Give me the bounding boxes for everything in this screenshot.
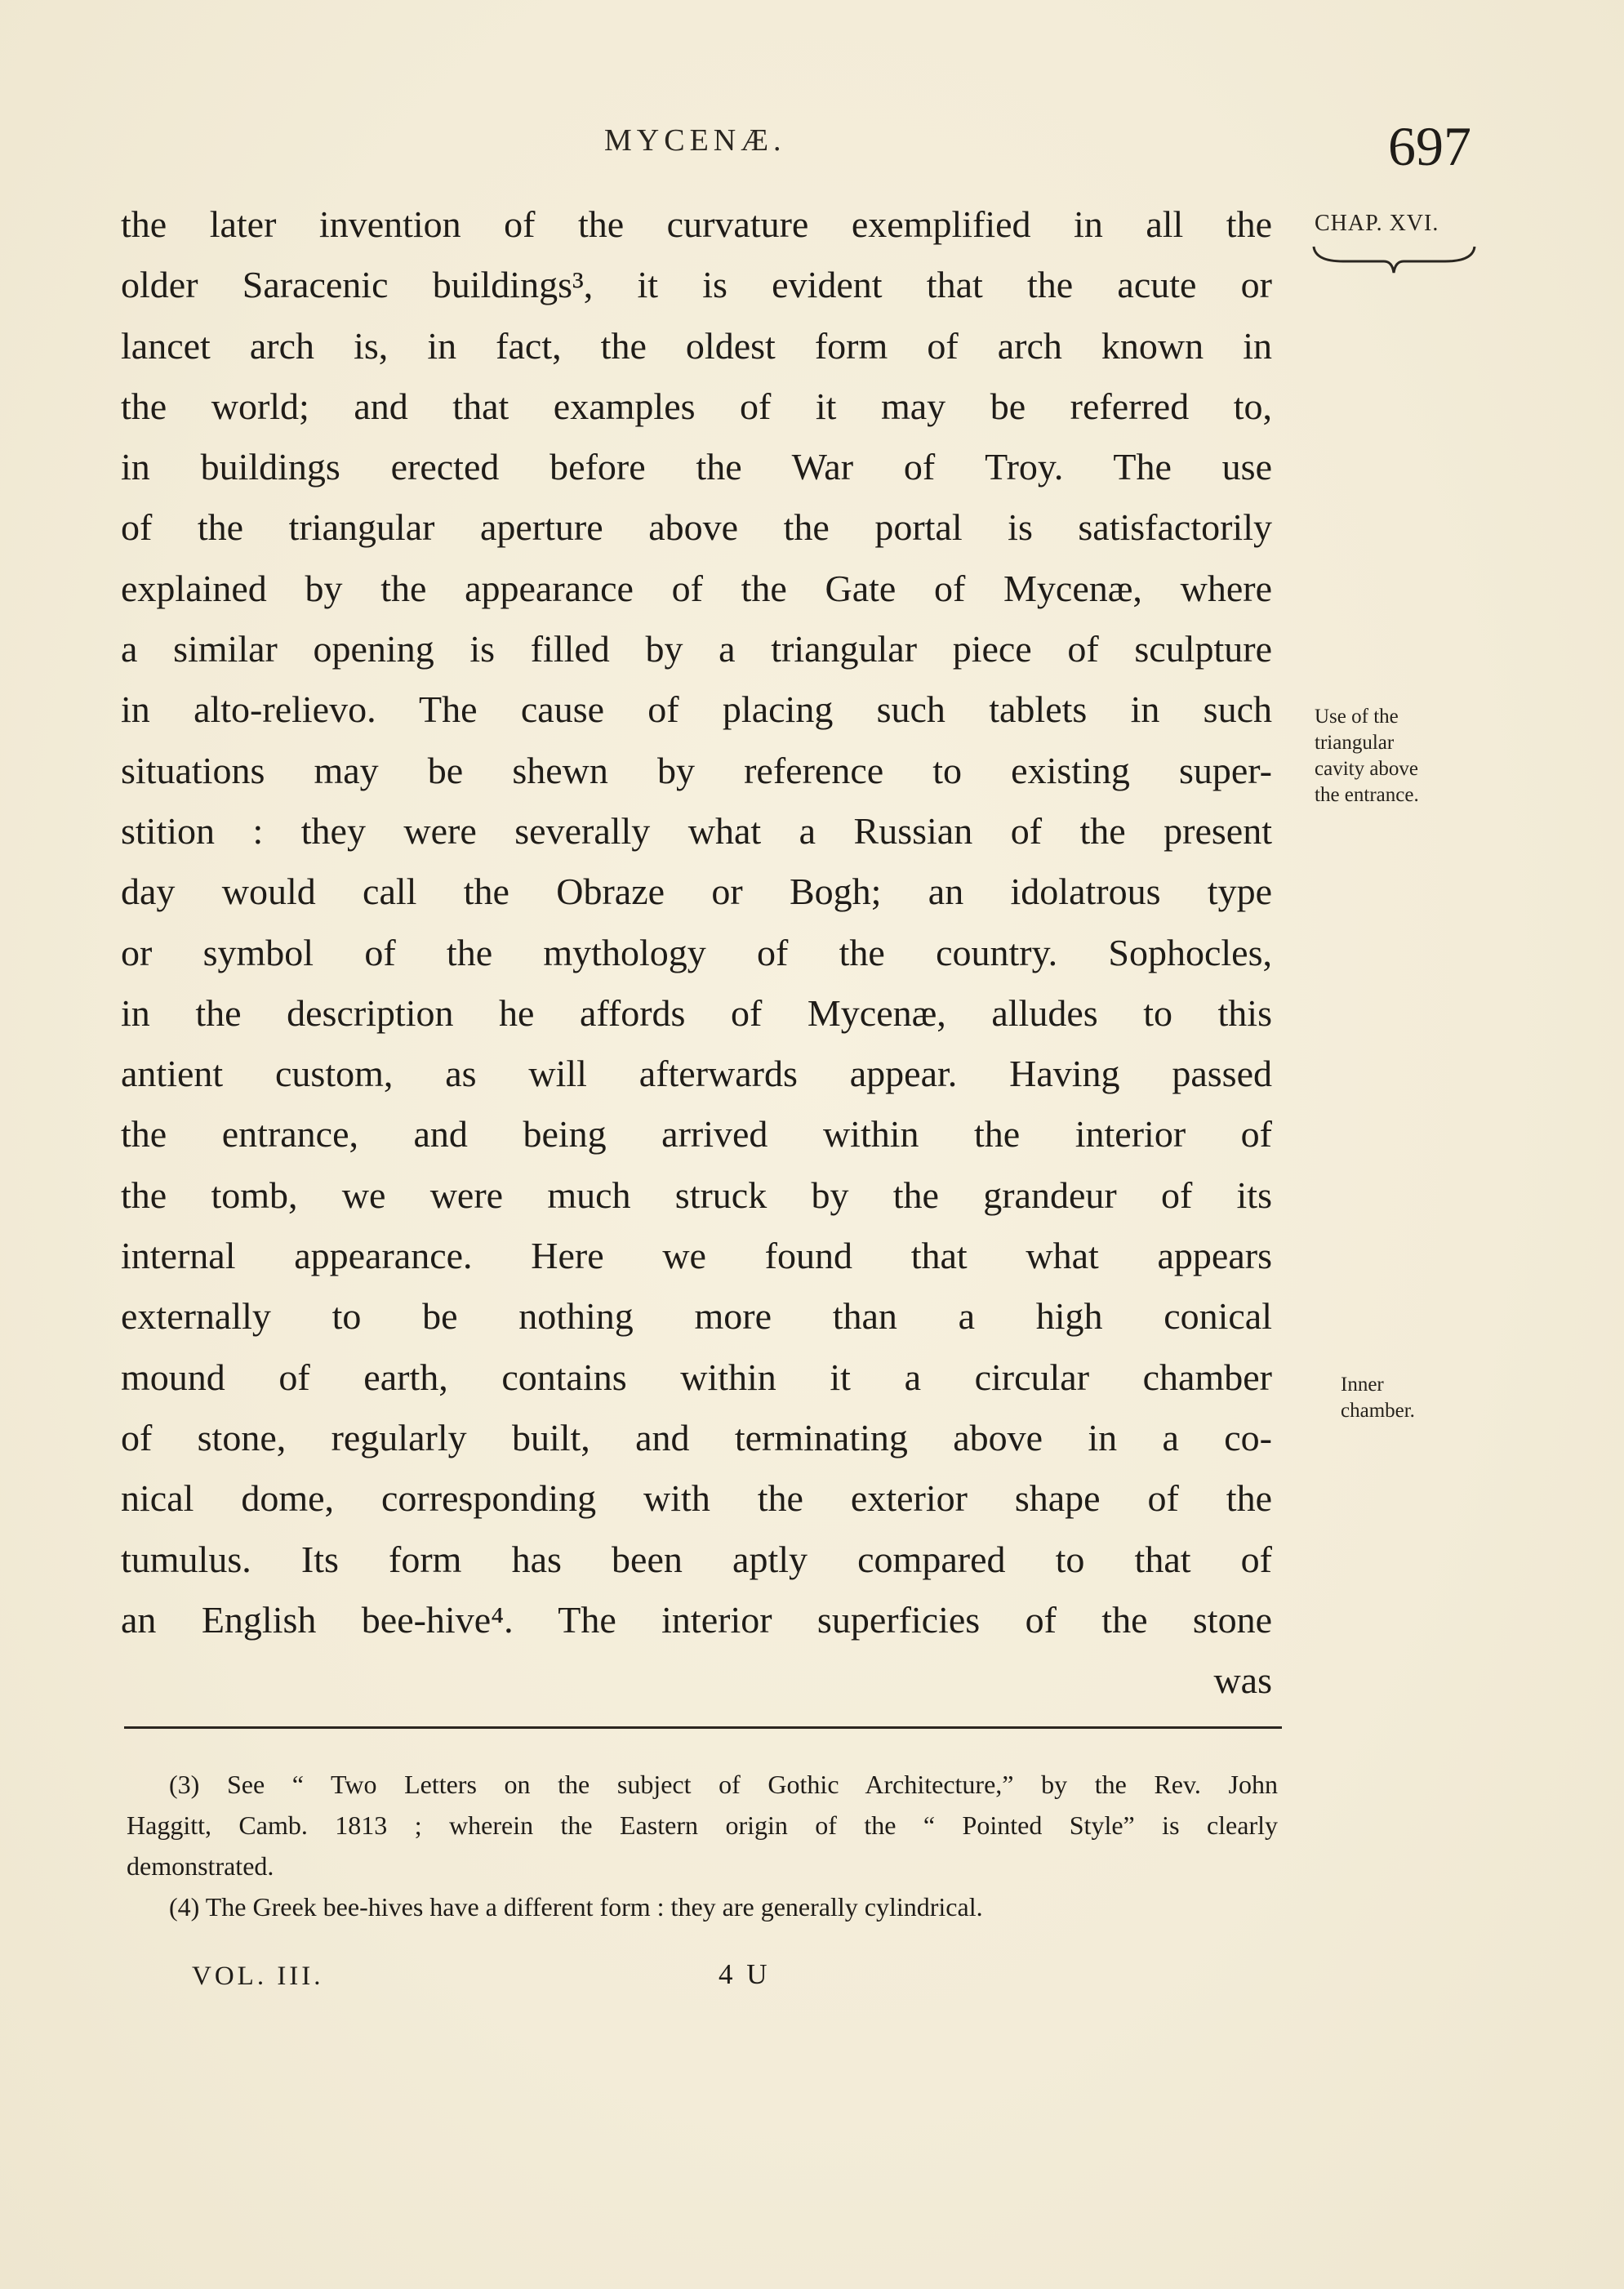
- footnote-3-line: demonstrated.: [127, 1851, 274, 1881]
- body-line: internal appearance. Here we found that what appears: [121, 1235, 1272, 1277]
- marginal-note-line: the entrance.: [1315, 784, 1419, 806]
- page-number: 697: [1388, 115, 1471, 177]
- chapter-marginal-note: CHAP. XVI.: [1315, 211, 1439, 236]
- body-line: of stone, regularly built, and terminating above in a co-: [121, 1416, 1272, 1458]
- marginal-note-line: Use of the: [1315, 706, 1399, 728]
- marginal-note-line: cavity above: [1315, 758, 1419, 780]
- marginal-note-inner-chamber: [1341, 1372, 1415, 1424]
- body-line: lancet arch is, in fact, the oldest form of arch known in: [121, 324, 1272, 367]
- signature-mark: 4 U: [719, 1958, 771, 1990]
- body-text: [121, 194, 1272, 1711]
- body-line: of the triangular aperture above the portal is satisfactorily: [121, 506, 1272, 549]
- body-line: antient custom, as will afterwards appear. Having passed: [121, 1053, 1272, 1095]
- body-line: situations may be shewn by reference to existing super-: [121, 749, 1272, 791]
- body-line: externally to be nothing more than a high conical: [121, 1295, 1272, 1338]
- body-line: a similar opening is filled by a triangular piece of sculpture: [121, 628, 1272, 670]
- body-line: an English bee-hive⁴. The interior superficies of the stone: [121, 1598, 1272, 1641]
- body-line: in the description he affords of Mycenæ, alludes to this: [121, 991, 1272, 1034]
- marginal-note-line: Inner: [1341, 1374, 1384, 1396]
- brace-ornament-icon: [1310, 243, 1478, 276]
- body-line: or symbol of the mythology of the country. Sophocles,: [121, 931, 1272, 973]
- marginal-note-line: chamber.: [1341, 1400, 1415, 1422]
- marginal-note-line: triangular: [1315, 732, 1395, 754]
- running-head: MYCENÆ.: [604, 123, 786, 158]
- body-line: stition : they were severally what a Russian of the present: [121, 809, 1272, 852]
- body-line: nical dome, corresponding with the exterior shape of the: [121, 1477, 1272, 1520]
- footnote-divider: [124, 1726, 1282, 1729]
- body-line: tumulus. Its form has been aptly compared to that of: [121, 1538, 1272, 1580]
- footnote-4: (4) The Greek bee-hives have a different form : they are generally cylindrical.: [169, 1892, 983, 1922]
- body-line: mound of earth, contains within it a circular chamber: [121, 1356, 1272, 1398]
- body-line: the later invention of the curvature exemplified in all the: [121, 203, 1272, 245]
- body-line: in alto-relievo. The cause of placing such tablets in such: [121, 688, 1272, 731]
- body-line: the world; and that examples of it may be referred to,: [121, 385, 1272, 427]
- catchword: was: [1213, 1659, 1272, 1702]
- footnotes: [127, 1764, 1278, 1927]
- body-line: the entrance, and being arrived within the interior of: [121, 1113, 1272, 1156]
- body-line: in buildings erected before the War of Troy. The use: [121, 446, 1272, 488]
- footnote-3-line: (3) See “ Two Letters on the subject of Gothic Architecture,” by the Rev. John: [169, 1770, 1278, 1799]
- marginal-note-triangular-cavity: [1315, 704, 1419, 808]
- footnote-3-line: Haggitt, Camb. 1813 ; wherein the Eastern origin of the “ Pointed Style” is clearly: [127, 1810, 1278, 1840]
- body-line: explained by the appearance of the Gate of Mycenæ, where: [121, 567, 1272, 609]
- body-line: older Saracenic buildings³, it is evident that the acute or: [121, 264, 1272, 306]
- volume-label: VOL. III.: [192, 1962, 324, 1991]
- body-line: day would call the Obraze or Bogh; an idolatrous type: [121, 871, 1272, 913]
- body-line: the tomb, we were much struck by the grandeur of its: [121, 1173, 1272, 1216]
